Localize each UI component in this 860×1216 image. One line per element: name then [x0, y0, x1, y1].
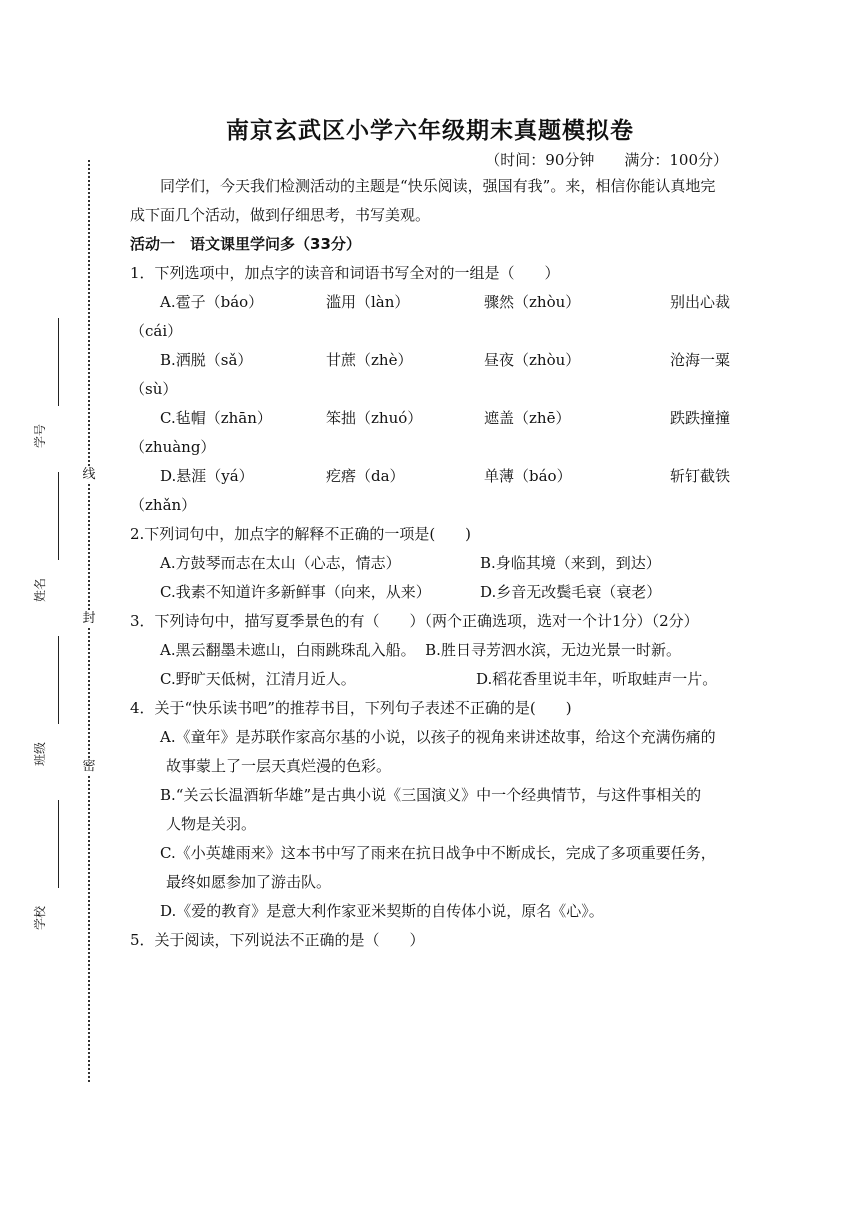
- q2-option-d[interactable]: D.乡音无改鬓毛衰（衰老）: [480, 583, 662, 601]
- q1-option-row[interactable]: [130, 404, 730, 433]
- q1-a-pinyin: （cái）: [130, 322, 183, 340]
- class-field[interactable]: [33, 636, 76, 766]
- question-1-options: [130, 288, 730, 520]
- q4-option-a[interactable]: A.《童年》是苏联作家高尔基的小说，以孩子的视角来讲述故事，给这个充满伤痛的: [160, 728, 716, 746]
- exam-content: [130, 172, 730, 955]
- question-2-stem: 2.下列词句中，加点字的解释不正确的一项是( ): [130, 525, 472, 543]
- q1-option-row[interactable]: [130, 288, 730, 317]
- q1-d-pinyin: （zhǎn）: [130, 496, 197, 514]
- student-name-line: [58, 472, 59, 560]
- question-5-stem: 5．关于阅读，下列说法不正确的是（ ）: [130, 931, 425, 949]
- q1-b-word2: 甘蔗（zhè）: [326, 351, 413, 369]
- q1-c-pinyin: （zhuàng）: [130, 438, 216, 456]
- question-3-stem: 3．下列诗句中，描写夏季景色的有（ ）（两个正确选项，选对一个计1分）（2分）: [130, 612, 699, 630]
- q1-d-word2: 疙瘩（da）: [326, 467, 405, 485]
- school-line: [58, 800, 59, 888]
- school-field[interactable]: [33, 800, 76, 930]
- student-name-field[interactable]: [33, 472, 76, 602]
- q2-option-b[interactable]: B.身临其境（来到，到达）: [480, 554, 661, 572]
- binding-word-mi: 密: [82, 759, 96, 774]
- q1-option-row[interactable]: [130, 462, 730, 491]
- q1-c-word4: 跌跌撞撞: [669, 409, 730, 427]
- q1-b-word3: 昼夜（zhòu）: [484, 351, 581, 369]
- q4-option-c-cont: 最终如愿参加了游击队。: [166, 873, 332, 891]
- class-label: 班级: [33, 741, 47, 766]
- q1-a-word4: 别出心裁: [669, 293, 730, 311]
- q2-option-c[interactable]: C.我素不知道许多新鲜事（向来，从来）: [160, 583, 431, 601]
- q4-option-d[interactable]: D.《爱的教育》是意大利作家亚米契斯的自传体小说，原名《心》。: [160, 902, 604, 920]
- exam-title: 南京玄武区小学六年级期末真题模拟卷: [226, 118, 634, 144]
- q3-options-ab: [130, 636, 730, 665]
- question-1-stem: 1．下列选项中，加点字的读音和词语书写全对的一组是（ ）: [130, 264, 560, 282]
- q2-options-row2: [130, 578, 730, 607]
- q2-option-a[interactable]: A.方鼓琴而志在太山（心志，情志）: [160, 554, 401, 572]
- q3-option-b[interactable]: B.胜日寻芳泗水滨，无边光景一时新。: [425, 641, 681, 659]
- q1-d-word1: D.悬涯（yá）: [160, 467, 254, 485]
- binding-word-xian: 线: [82, 467, 96, 482]
- student-id-line: [58, 318, 59, 406]
- q1-c-word2: 笨拙（zhuó）: [326, 409, 423, 427]
- student-id-field[interactable]: [33, 318, 76, 448]
- section-heading: 活动一 语文课里学问多（33分）: [130, 235, 361, 253]
- q1-d-word3: 单薄（báo）: [484, 467, 572, 485]
- q4-option-c[interactable]: C.《小英雄雨来》这本书中写了雨来在抗日战争中不断成长，完成了多项重要任务，: [160, 844, 716, 862]
- q1-d-word4: 斩钉截铁: [669, 467, 730, 485]
- q1-c-word1: C.毡帽（zhān）: [160, 409, 272, 427]
- intro-paragraph: 同学们，今天我们检测活动的主题是“快乐阅读，强国有我”。来，相信你能认真地完成下面几个活动，做到仔细思考，书写美观。: [130, 177, 716, 224]
- student-name-label: 姓名: [33, 577, 47, 602]
- q4-option-b-cont: 人物是关羽。: [166, 815, 257, 833]
- q4-option-a-cont: 故事蒙上了一层天真烂漫的色彩。: [166, 757, 392, 775]
- student-id-label: 学号: [33, 423, 47, 448]
- q1-a-word2: 滥用（làn）: [326, 293, 410, 311]
- q3-option-a[interactable]: A.黑云翻墨未遮山，白雨跳珠乱入船。: [160, 641, 416, 659]
- q3-option-d[interactable]: D.稻花香里说丰年，听取蛙声一片。: [476, 670, 718, 688]
- q1-a-word3: 骤然（zhòu）: [484, 293, 581, 311]
- q1-b-word4: 沧海一粟: [669, 351, 730, 369]
- q1-a-word1: A.雹子（báo）: [160, 293, 264, 311]
- school-label: 学校: [33, 905, 47, 930]
- q1-option-row[interactable]: [130, 346, 730, 375]
- q1-b-word1: B.洒脱（sǎ）: [160, 351, 253, 369]
- q3-option-c[interactable]: C.野旷天低树，江清月近人。: [160, 670, 356, 688]
- q1-b-pinyin: （sù）: [130, 380, 178, 398]
- q3-options-cd: [130, 665, 730, 694]
- class-line: [58, 636, 59, 724]
- q1-c-word3: 遮盖（zhē）: [484, 409, 571, 427]
- question-4-stem: 4．关于“快乐读书吧”的推荐书目，下列句子表述不正确的是( ): [130, 699, 572, 717]
- q4-option-b[interactable]: B.“关云长温酒斩华雄”是古典小说《三国演义》中一个经典情节，与这件事相关的: [160, 786, 702, 804]
- q2-options-row1: [130, 549, 730, 578]
- binding-word-feng: 封: [82, 611, 96, 626]
- exam-subtitle: （时间：90分钟 满分：100分）: [485, 151, 728, 169]
